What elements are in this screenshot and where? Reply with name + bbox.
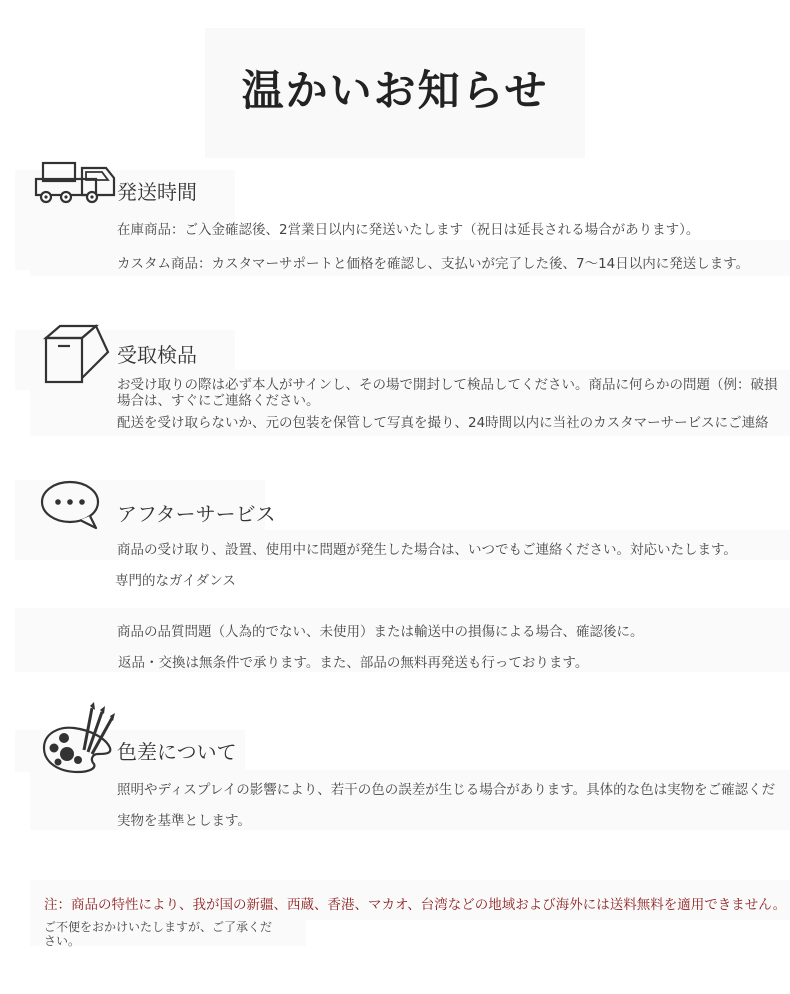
section-title-receiving: 受取検品 <box>117 343 197 367</box>
apology-note: ご不便をおかけいたしますが、ご了承ください。 <box>44 920 273 948</box>
page-title: 温かいお知らせ <box>241 66 549 115</box>
section-title-aftersales: アフターサービス <box>117 502 276 526</box>
box-icon <box>40 322 110 386</box>
section-title-shipping: 発送時間 <box>117 180 197 204</box>
receiving-line: 場合は、すぐにご連絡ください。 <box>117 393 320 409</box>
shipping-line: 在庫商品：ご入金確認後、2営業日以内に発送いたします（祝日は延長される場合があります）。 <box>117 222 700 238</box>
chat-bubble-icon <box>40 480 102 532</box>
aftersales-line: 返品・交換は無条件で承ります。また、部品の無料再発送も行っております。 <box>118 655 589 671</box>
aftersales-line: 商品の品質問題（人為的でない、未使用）または輸送中の損傷による場合、確認後に。 <box>117 624 644 640</box>
shipping-restriction-note: 注：商品の特性により、我が国の新疆、西蔵、香港、マカオ、台湾などの地域および海外には送料無料を適用できません。 <box>44 897 787 913</box>
title-banner <box>205 28 585 158</box>
receiving-line: 配送を受け取らないか、元の包装を保管して写真を撮り、24時間以内に当社のカスタマーサービスにご連絡 <box>117 415 769 431</box>
aftersales-line: 専門的なガイダンス <box>115 573 236 589</box>
color-line: 照明やディスプレイの影響により、若干の色の誤差が生じる場合があります。具体的な色は実物をご確認くだ <box>117 782 776 798</box>
section-title-color: 色差について <box>117 740 237 764</box>
truck-icon <box>34 160 118 206</box>
receiving-line: お受け取りの際は必ず本人がサインし、その場で開封して検品してください。商品に何らかの問題（例：破損 <box>117 377 778 393</box>
palette-icon <box>40 702 116 774</box>
color-line: 実物を基準とします。 <box>117 813 251 829</box>
shipping-line: カスタム商品：カスタマーサポートと価格を確認し、支払いが完了した後、7〜14日以内に発送します。 <box>117 256 750 272</box>
aftersales-line: 商品の受け取り、設置、使用中に問題が発生した場合は、いつでもご連絡ください。対応いたします。 <box>117 542 737 558</box>
